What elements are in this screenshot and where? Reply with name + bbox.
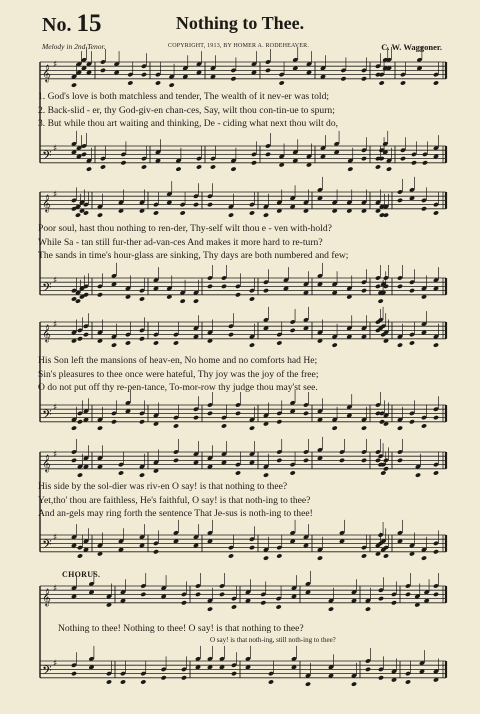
notehead <box>361 553 367 558</box>
clef-icon: 𝄢 <box>42 406 52 425</box>
key-signature-icon: ♯ <box>53 60 58 70</box>
notehead <box>125 340 131 345</box>
key-signature-icon: ♯ <box>53 190 58 200</box>
notehead <box>276 419 282 424</box>
notehead <box>153 340 159 345</box>
notehead <box>433 549 439 554</box>
copyright-notice: COPYRIGHT, 1913, BY HOMER A. RODEHEAVER. <box>168 43 310 49</box>
notehead <box>141 164 147 169</box>
notehead <box>347 166 353 171</box>
notehead <box>361 288 367 293</box>
hymn-number-value: 15 <box>76 10 102 37</box>
clef-icon: 𝄢 <box>42 147 52 166</box>
lyric-line: And an-gels may ring forth the sentence That Je-sus is noth-ing to thee! <box>38 508 313 519</box>
lyric-line: Poor soul, hast thou nothing to ren-der, Thy-self wilt thou e - ven with-hold? <box>38 223 332 234</box>
notehead <box>141 72 147 77</box>
notehead <box>127 80 133 85</box>
notehead <box>361 425 367 430</box>
notehead <box>195 592 201 597</box>
key-signature-icon: ♯ <box>53 659 58 669</box>
notehead <box>351 681 357 686</box>
notehead <box>97 212 103 217</box>
lyric-line: His Son left the mansions of heav-en, No home and no comforts had He; <box>38 355 318 366</box>
key-signature-icon: ♯ <box>53 533 58 543</box>
verse-lyrics-system-3 <box>38 354 448 395</box>
notehead <box>332 425 338 430</box>
notehead <box>100 164 106 169</box>
notehead <box>361 76 367 81</box>
notehead <box>207 202 213 207</box>
lyric-line: Yet,tho' thou are faithless, He's faithful, O say! is that noth-ing to thee? <box>38 494 311 506</box>
notehead <box>303 411 309 416</box>
notehead <box>231 671 237 676</box>
notehead <box>317 555 323 560</box>
notehead <box>433 415 439 420</box>
notehead <box>71 425 77 430</box>
notehead <box>77 553 83 558</box>
notehead <box>375 164 381 169</box>
notehead <box>210 164 216 169</box>
notehead <box>249 296 255 301</box>
notehead <box>361 458 367 463</box>
clef-icon: 𝄞 <box>42 193 51 212</box>
notehead <box>290 470 296 475</box>
notehead <box>421 555 427 560</box>
lyric-line: The sands in time's hour-glass are sinking, Thy days are both numbered and few; <box>38 250 349 261</box>
notehead <box>397 284 403 289</box>
notehead <box>249 342 255 347</box>
notehead <box>383 553 389 558</box>
notehead <box>433 342 439 347</box>
notehead <box>230 166 236 171</box>
notehead <box>328 606 334 611</box>
notehead <box>379 156 385 161</box>
notehead <box>120 679 126 684</box>
notehead <box>405 592 411 597</box>
notehead <box>81 152 87 157</box>
notehead <box>383 212 389 217</box>
notehead <box>97 425 103 430</box>
melody-note: Melody in 2nd Tenor. <box>42 42 106 51</box>
notehead <box>219 592 225 597</box>
notehead <box>207 284 213 289</box>
clef-icon: 𝄞 <box>42 63 51 82</box>
notehead <box>276 604 282 609</box>
notehead <box>228 553 234 558</box>
verse-lyrics-system-4 <box>38 480 448 521</box>
verse-lyrics-system-1 <box>38 90 448 131</box>
verse-lyrics-system-2 <box>38 222 448 263</box>
notehead <box>339 458 345 463</box>
notehead <box>433 470 439 475</box>
notehead <box>153 549 159 554</box>
notehead <box>421 206 427 211</box>
notehead <box>276 340 282 345</box>
notehead <box>386 166 392 171</box>
notehead <box>193 202 199 207</box>
notehead <box>332 342 338 347</box>
notehead <box>100 68 106 73</box>
notehead <box>422 160 428 165</box>
notehead <box>268 679 274 684</box>
notehead <box>397 458 403 463</box>
notehead <box>77 472 83 477</box>
notehead <box>173 458 179 463</box>
clef-icon: 𝄞 <box>42 453 51 472</box>
notehead <box>207 411 213 416</box>
notehead <box>409 419 415 424</box>
lyric-line: While Sa - tan still fur-ther ad-van-ces And makes it more hard to re-turn? <box>38 236 323 248</box>
notehead <box>153 210 159 215</box>
clef-icon: 𝄢 <box>42 662 52 681</box>
notehead <box>340 76 346 81</box>
notehead <box>379 80 385 85</box>
notehead <box>230 76 236 81</box>
notehead <box>175 166 181 171</box>
notehead <box>303 458 309 463</box>
notehead <box>405 679 411 684</box>
notehead <box>207 606 213 611</box>
notehead <box>196 164 202 169</box>
lyric-line: His side by the sol-dier was riv-en O say! is that nothing to thee? <box>38 481 288 492</box>
notehead <box>139 296 145 301</box>
clef-icon: 𝄢 <box>42 536 52 555</box>
key-signature-icon: ♯ <box>53 276 58 286</box>
notehead <box>193 298 199 303</box>
chorus-bass-lyrics: O say! is that noth-ing, still noth-ing to thee? <box>210 636 336 644</box>
notehead <box>111 342 117 347</box>
composer-credit: C. W. Waggoner. <box>381 42 442 52</box>
notehead <box>221 423 227 428</box>
notehead <box>260 600 266 605</box>
notehead <box>161 675 167 680</box>
notehead <box>193 415 199 420</box>
notehead <box>249 210 255 215</box>
notehead <box>279 80 285 85</box>
chorus-label: CHORUS. <box>62 570 101 579</box>
notehead <box>83 332 89 337</box>
notehead <box>263 212 269 217</box>
lyric-line: Nothing to thee! Nothing to thee! O say! is that nothing to thee? <box>58 623 304 634</box>
lyric-line: O do not put off thy re-pen-tance, To-mor-row thy judge thou may'st see. <box>38 382 318 393</box>
key-signature-icon: ♯ <box>53 584 58 594</box>
notehead <box>263 472 269 477</box>
notehead <box>173 340 179 345</box>
notehead <box>397 425 403 430</box>
clef-icon: 𝄢 <box>42 279 52 298</box>
lyric-line: 2. Back-slid - er, thy God-giv-en chan-ces, Say, wilt thou con-tin-ue to spurn; <box>38 104 335 116</box>
notehead <box>169 82 175 87</box>
clef-icon: 𝄞 <box>42 587 51 606</box>
notehead <box>375 458 381 463</box>
notehead <box>265 152 271 157</box>
notehead <box>411 160 417 165</box>
lyric-line: 1. God's love is both matchless and tender, The wealth of it nev-er was told; <box>38 91 330 102</box>
notehead <box>400 156 406 161</box>
notehead <box>433 210 439 215</box>
notehead <box>421 423 427 428</box>
notehead <box>409 340 415 345</box>
notehead <box>140 679 146 684</box>
notehead <box>139 472 145 477</box>
notehead <box>378 298 384 303</box>
notehead <box>378 596 384 601</box>
lyric-line: 3. But while thou art waiting and thinking, De - ciding what next thou wilt do, <box>38 118 339 129</box>
notehead <box>276 553 282 558</box>
notehead <box>77 419 83 424</box>
notehead <box>276 458 282 463</box>
notehead <box>139 419 145 424</box>
notehead <box>106 679 112 684</box>
notehead <box>228 332 234 337</box>
notehead <box>361 156 367 161</box>
notehead <box>263 555 269 560</box>
notehead <box>180 210 186 215</box>
notehead <box>120 160 126 165</box>
notehead <box>251 160 257 165</box>
notehead <box>97 292 103 297</box>
key-signature-icon: ♯ <box>53 450 58 460</box>
notehead <box>235 470 241 475</box>
notehead <box>290 328 296 333</box>
key-signature-icon: ♯ <box>53 144 58 154</box>
notehead <box>380 470 386 475</box>
notehead <box>397 198 403 203</box>
notehead <box>118 470 124 475</box>
hymn-number-prefix: No. <box>42 14 72 36</box>
notehead <box>265 68 271 73</box>
notehead <box>400 80 406 85</box>
notehead <box>139 336 145 341</box>
notehead <box>375 284 381 289</box>
notehead <box>433 592 439 597</box>
notehead <box>433 80 439 85</box>
hymn-title: Nothing to Thee. <box>175 13 305 33</box>
notehead <box>77 336 83 341</box>
notehead <box>249 545 255 550</box>
notehead <box>181 675 187 680</box>
notehead <box>235 411 241 416</box>
notehead <box>365 606 371 611</box>
notehead <box>111 419 117 424</box>
notehead <box>71 458 77 463</box>
notehead <box>365 667 371 672</box>
notehead <box>86 166 92 171</box>
notehead <box>383 466 389 471</box>
notehead <box>263 288 269 293</box>
clef-icon: 𝄞 <box>42 323 51 342</box>
key-signature-icon: ♯ <box>53 320 58 330</box>
notehead <box>415 472 421 477</box>
notehead <box>180 298 186 303</box>
notehead <box>140 592 146 597</box>
notehead <box>75 212 81 217</box>
notehead <box>409 288 415 293</box>
notehead <box>305 681 311 686</box>
lyric-line: Sin's pleasures to thee once were hateful, Thy joy was the joy of the free; <box>38 368 319 380</box>
notehead <box>173 423 179 428</box>
notehead <box>71 82 77 87</box>
notehead <box>391 600 397 605</box>
notehead <box>235 292 241 297</box>
notehead <box>71 671 77 676</box>
notehead <box>249 425 255 430</box>
chorus-lyrics <box>58 622 468 636</box>
notehead <box>397 342 403 347</box>
key-signature-icon: ♯ <box>53 403 58 413</box>
notehead <box>155 80 161 85</box>
notehead <box>231 604 237 609</box>
notehead <box>228 212 234 217</box>
notehead <box>221 284 227 289</box>
notehead <box>378 675 384 680</box>
notehead <box>181 600 187 605</box>
